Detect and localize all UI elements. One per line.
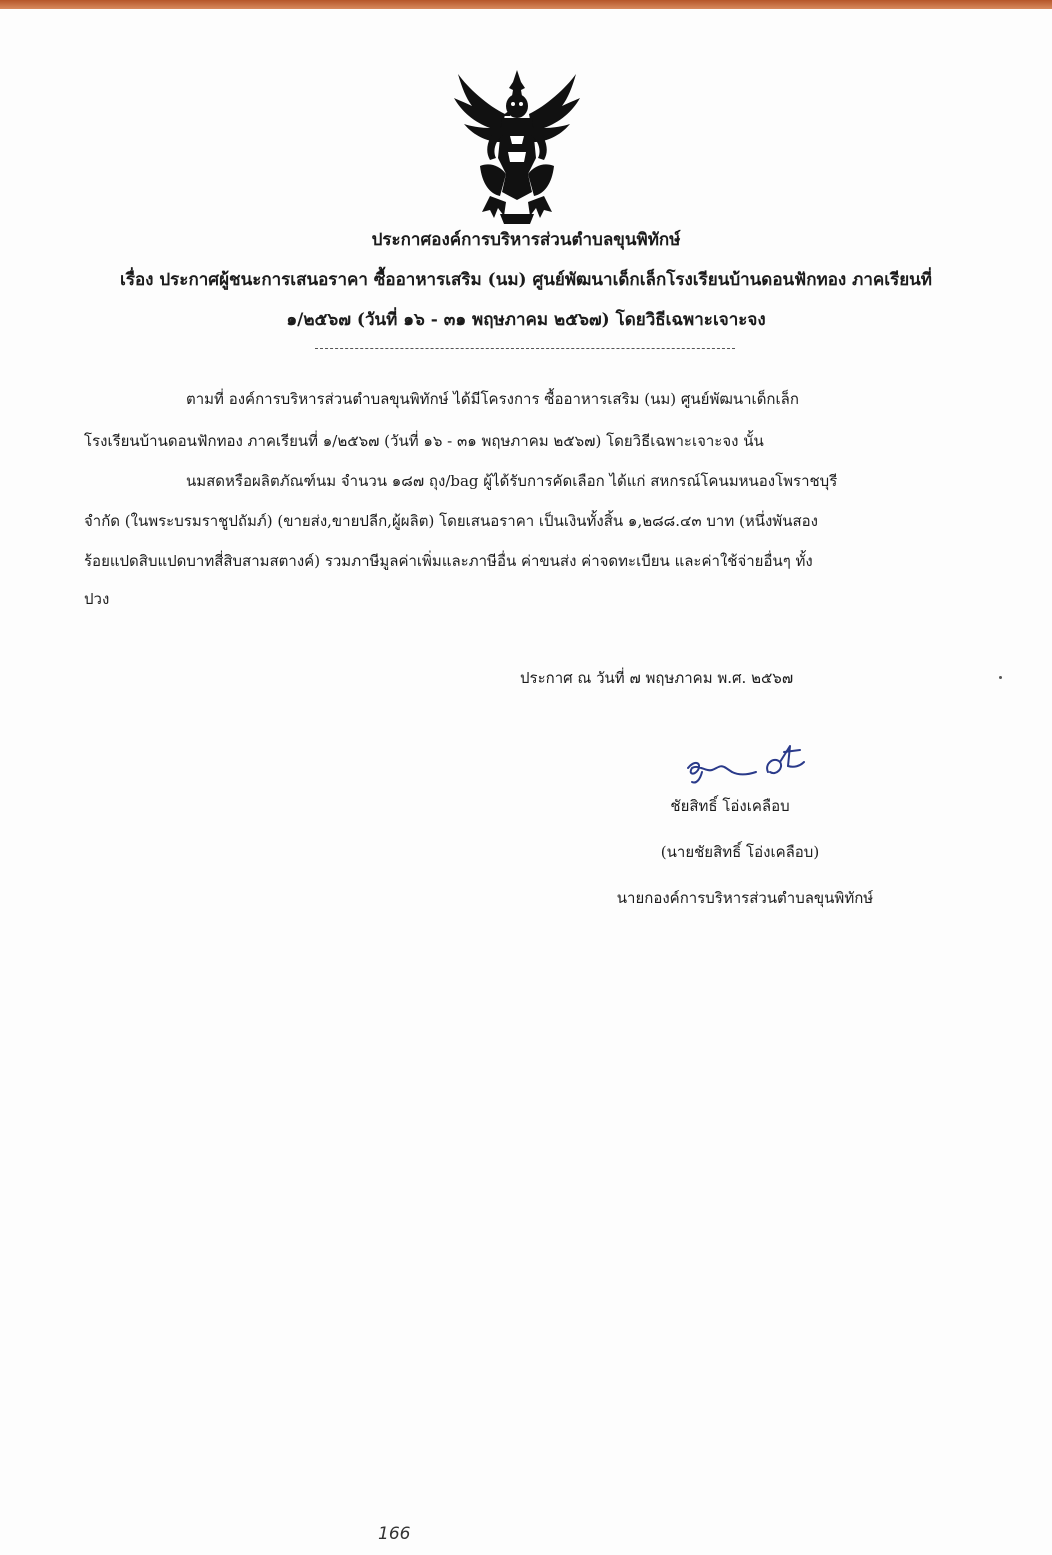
handwritten-page-number: 166 (378, 1524, 411, 1544)
handwritten-signature (680, 742, 820, 792)
top-edge-strip (0, 0, 1052, 9)
signer-name: ชัยสิทธิ์ โอ่งเคลือบ (670, 797, 790, 815)
announcement-title: ประกาศองค์การบริหารส่วนตำบลขุนพิทักษ์ (371, 230, 681, 250)
garuda-emblem-icon (450, 66, 585, 226)
body-line-4: จำกัด (ในพระบรมราชูปถัมภ์) (ขายส่ง,ขายปลีก,ผู้ผลิต) โดยเสนอราคา เป็นเงินทั้งสิ้น ๑,๒๘๘.๔๓ บาท (หนึ่งพันสอง (84, 512, 818, 530)
title-divider (315, 348, 735, 349)
body-line-3: นมสดหรือผลิตภัณฑ์นม จำนวน ๑๘๗ ถุง/bag ผู้ได้รับการคัดเลือก ได้แก่ สหกรณ์โคนมหนองโพราชบุรี (186, 472, 838, 490)
body-line-6: ปวง (84, 590, 110, 608)
body-line-1: ตามที่ องค์การบริหารส่วนตำบลขุนพิทักษ์ ได้มีโครงการ ซื้ออาหารเสริม (นม) ศูนย์พัฒนาเด็กเล็ก (186, 390, 799, 408)
paper-speck (999, 676, 1002, 679)
signer-full-name: (นายชัยสิทธิ์ โอ่งเคลือบ) (660, 843, 820, 861)
body-line-5: ร้อยแปดสิบแปดบาทสี่สิบสามสตางค์) รวมภาษีมูลค่าเพิ่มและภาษีอื่น ค่าขนส่ง ค่าจดทะเบียน และค่าใช้จ่ายอื่นๆ ทั้ง (84, 552, 813, 570)
announcement-subject-continued: ๑/๒๕๖๗ (วันที่ ๑๖ - ๓๑ พฤษภาคม ๒๕๖๗) โดยวิธีเฉพาะเจาะจง (286, 310, 766, 330)
body-line-2: โรงเรียนบ้านดอนฟักทอง ภาคเรียนที่ ๑/๒๕๖๗ (วันที่ ๑๖ - ๓๑ พฤษภาคม ๒๕๖๗) โดยวิธีเฉพาะเจาะจง นั้น (84, 432, 764, 450)
announcement-subject: เรื่อง ประกาศผู้ชนะการเสนอราคา ซื้ออาหารเสริม (นม) ศูนย์พัฒนาเด็กเล็กโรงเรียนบ้านดอนฟักทอง ภาคเรียนที่ (120, 270, 932, 290)
announcement-date: ประกาศ ณ วันที่ ๗ พฤษภาคม พ.ศ. ๒๕๖๗ (520, 669, 794, 687)
signer-position: นายกองค์การบริหารส่วนตำบลขุนพิทักษ์ (616, 889, 874, 907)
